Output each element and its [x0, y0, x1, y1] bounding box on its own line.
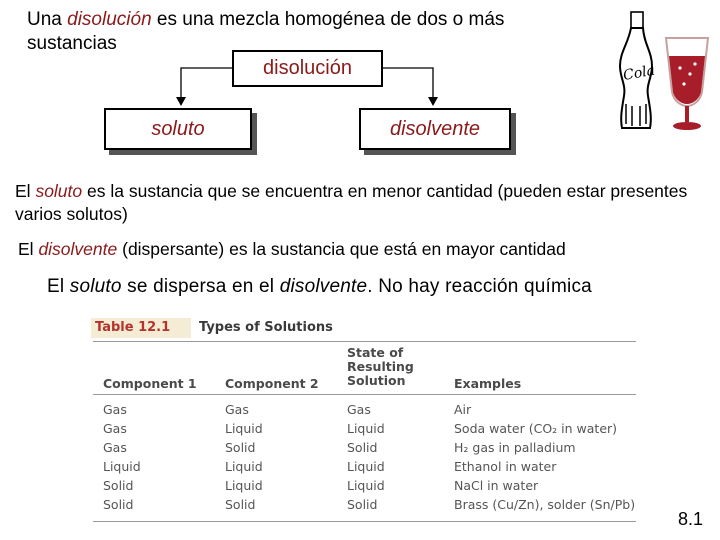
table-cell: Liquid [347, 421, 385, 436]
cola-bottle-icon [620, 12, 656, 128]
table-cell: Brass (Cu/Zn), solder (Sn/Pb) [454, 497, 636, 512]
table-cell: Solid [103, 497, 134, 512]
table-cell: Liquid [347, 459, 385, 474]
table-rule [93, 394, 636, 395]
header-component-1: Component 1 [103, 376, 197, 391]
intro-line-2: sustancias [27, 33, 117, 54]
table-cell: Air [454, 402, 472, 417]
table-label: Table 12.1 [91, 318, 191, 338]
table-cell: Liquid [347, 478, 385, 493]
svg-text:Cola: Cola [621, 62, 657, 84]
table-cell: Solid [225, 440, 256, 455]
concept-disolucion-box: disolución [232, 50, 383, 87]
header-component-2: Component 2 [225, 376, 319, 391]
glass-icon [666, 38, 708, 130]
table-cell: Liquid [103, 459, 141, 474]
table-cell: Solid [347, 497, 378, 512]
header-state: State of Resulting Solution [347, 345, 414, 388]
table-cell: Gas [103, 421, 127, 436]
types-of-solutions-table [89, 312, 636, 524]
table-cell: Gas [103, 402, 127, 417]
definition-soluto: El soluto es la sustancia que se encuentra en menor cantidad (pueden estar presentes varios solutos) [15, 181, 688, 224]
table-cell: Soda water (CO₂ in water) [454, 421, 618, 436]
header-examples: Examples [454, 376, 522, 391]
table-cell: Liquid [225, 421, 263, 436]
table-cell: H₂ gas in palladium [454, 440, 576, 455]
table-rule [93, 341, 636, 342]
table-cell: NaCl in water [454, 478, 539, 493]
term-disolucion: disolución [67, 9, 152, 30]
table-cell: Gas [347, 402, 371, 417]
slide-number: 8.1 [678, 509, 704, 529]
term-disolvente: disolvente [38, 239, 118, 259]
table-cell: Solid [347, 440, 378, 455]
table-rule [93, 521, 636, 522]
summary-sentence: El soluto se dispersa en el disolvente. No hay reacción química [47, 276, 592, 297]
table-cell: Liquid [225, 459, 263, 474]
table-cell: Gas [225, 402, 249, 417]
table-cell: Solid [103, 478, 134, 493]
table-cell: Solid [225, 497, 256, 512]
intro-line-1: Una disolución es una mezcla homogénea de dos o más [27, 9, 505, 30]
concept-soluto-box: soluto [104, 108, 252, 150]
term-soluto: soluto [35, 181, 83, 201]
concept-disolvente-box: disolvente [359, 108, 511, 150]
table-cell: Liquid [225, 478, 263, 493]
cola-bottle-and-glass-illustration [610, 8, 720, 134]
table-cell: Gas [103, 440, 127, 455]
table-title: Types of Solutions [199, 320, 333, 335]
definition-disolvente: El disolvente (dispersante) es la sustancia que está en mayor cantidad [18, 239, 566, 259]
table-cell: Ethanol in water [454, 459, 557, 474]
